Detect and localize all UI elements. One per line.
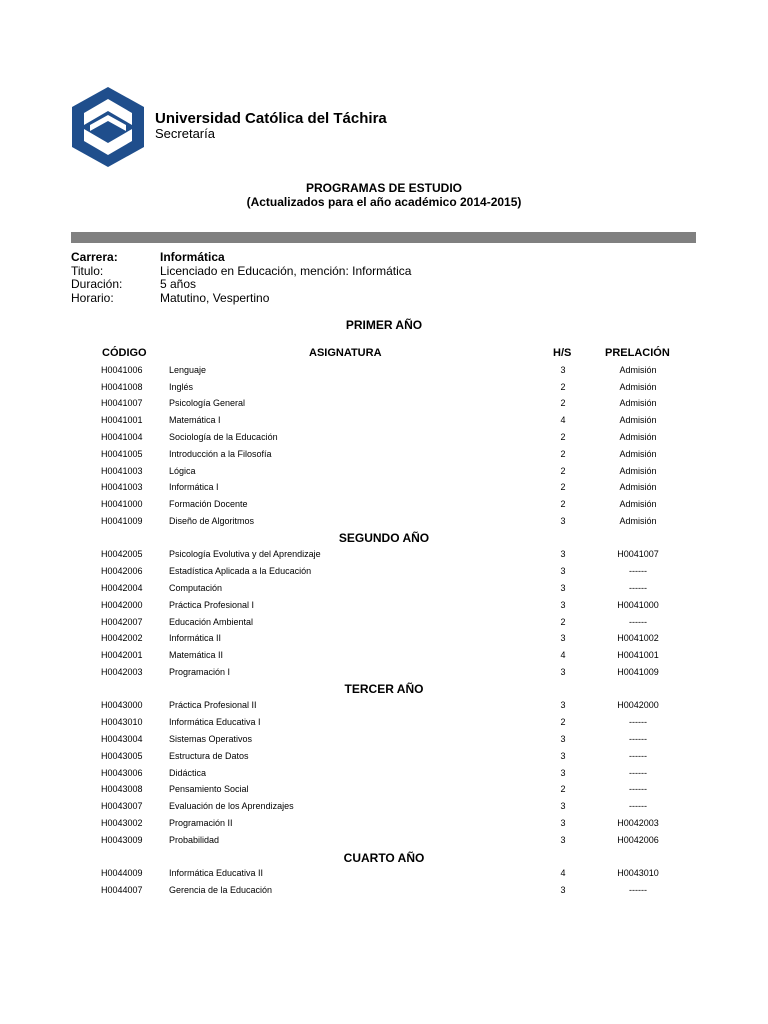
course-code: H0041006 — [101, 365, 143, 375]
course-code: H0042003 — [101, 667, 143, 677]
course-prerequisite: ------ — [629, 784, 647, 794]
table-row — [0, 717, 768, 731]
table-row — [0, 415, 768, 429]
course-prerequisite: ------ — [629, 768, 647, 778]
duration-value: 5 años — [160, 277, 197, 291]
course-name: Pensamiento Social — [169, 784, 249, 794]
course-prerequisite: H0042000 — [617, 700, 659, 710]
course-name: Formación Docente — [169, 499, 248, 509]
course-prerequisite: Admisión — [619, 415, 657, 425]
course-hours: 3 — [560, 818, 566, 828]
course-code: H0042005 — [101, 549, 143, 559]
course-name: Informática Educativa II — [169, 868, 264, 878]
course-code: H0041003 — [101, 482, 143, 492]
course-hours: 3 — [560, 633, 566, 643]
table-row — [0, 868, 768, 882]
table-row — [0, 365, 768, 379]
year-heading-4: CUARTO AÑO — [343, 851, 425, 865]
course-prerequisite: H0041000 — [617, 600, 659, 610]
course-name: Práctica Profesional I — [169, 600, 255, 610]
table-row — [0, 751, 768, 765]
course-prerequisite: ------ — [629, 566, 647, 576]
course-hours: 2 — [560, 382, 566, 392]
table-row — [0, 885, 768, 899]
course-name: Estructura de Datos — [169, 751, 249, 761]
course-name: Psicología Evolutiva y del Aprendizaje — [169, 549, 321, 559]
course-code: H0042002 — [101, 633, 143, 643]
table-row — [0, 818, 768, 832]
course-name: Matemática II — [169, 650, 224, 660]
course-name: Inglés — [169, 382, 194, 392]
course-prerequisite: ------ — [629, 583, 647, 593]
table-row — [0, 449, 768, 463]
course-name: Sociología de la Educación — [169, 432, 278, 442]
course-hours: 3 — [560, 667, 566, 677]
table-row — [0, 583, 768, 597]
course-prerequisite: ------ — [629, 617, 647, 627]
course-code: H0041003 — [101, 466, 143, 476]
course-code: H0041008 — [101, 382, 143, 392]
course-prerequisite: H0041001 — [617, 650, 659, 660]
column-header-hours: H/S — [553, 347, 572, 359]
table-row — [0, 801, 768, 815]
course-code: H0043002 — [101, 818, 143, 828]
course-prerequisite: Admisión — [619, 382, 657, 392]
course-name: Lenguaje — [169, 365, 207, 375]
table-row — [0, 734, 768, 748]
year-heading-2: SEGUNDO AÑO — [338, 531, 430, 545]
course-hours: 3 — [560, 700, 566, 710]
course-name: Diseño de Algoritmos — [169, 516, 255, 526]
course-hours: 2 — [560, 617, 566, 627]
course-code: H0043008 — [101, 784, 143, 794]
section-divider — [71, 232, 696, 243]
course-code: H0042007 — [101, 617, 143, 627]
course-name: Matemática I — [169, 415, 221, 425]
course-hours: 3 — [560, 516, 566, 526]
course-hours: 2 — [560, 449, 566, 459]
course-prerequisite: ------ — [629, 801, 647, 811]
document-subtitle: (Actualizados para el año académico 2014-2015) — [246, 195, 522, 209]
document-title: PROGRAMAS DE ESTUDIO — [305, 181, 462, 195]
university-logo — [70, 85, 146, 169]
course-code: H0042006 — [101, 566, 143, 576]
course-name: Probabilidad — [169, 835, 220, 845]
course-hours: 2 — [560, 466, 566, 476]
course-hours: 2 — [560, 499, 566, 509]
course-hours: 3 — [560, 768, 566, 778]
career-value: Informática — [160, 250, 225, 264]
course-prerequisite: Admisión — [619, 449, 657, 459]
course-hours: 3 — [560, 583, 566, 593]
course-prerequisite: H0041002 — [617, 633, 659, 643]
course-hours: 4 — [560, 415, 566, 425]
degree-value: Licenciado en Educación, mención: Informática — [160, 264, 412, 278]
course-name: Psicología General — [169, 398, 246, 408]
table-row — [0, 499, 768, 513]
course-hours: 2 — [560, 717, 566, 727]
course-prerequisite: H0043010 — [617, 868, 659, 878]
course-prerequisite: Admisión — [619, 516, 657, 526]
table-row — [0, 768, 768, 782]
table-row — [0, 600, 768, 614]
course-code: H0043005 — [101, 751, 143, 761]
course-code: H0044007 — [101, 885, 143, 895]
course-hours: 4 — [560, 868, 566, 878]
course-name: Lógica — [169, 466, 196, 476]
course-code: H0043004 — [101, 734, 143, 744]
course-hours: 3 — [560, 566, 566, 576]
course-hours: 3 — [560, 885, 566, 895]
course-code: H0041009 — [101, 516, 143, 526]
course-hours: 3 — [560, 734, 566, 744]
course-code: H0041001 — [101, 415, 143, 425]
course-code: H0041007 — [101, 398, 143, 408]
course-name: Sistemas Operativos — [169, 734, 253, 744]
year-heading-3: TERCER AÑO — [344, 682, 424, 696]
course-name: Práctica Profesional II — [169, 700, 257, 710]
table-row — [0, 835, 768, 849]
course-hours: 3 — [560, 751, 566, 761]
course-prerequisite: H0041007 — [617, 549, 659, 559]
course-name: Estadística Aplicada a la Educación — [169, 566, 312, 576]
table-row — [0, 398, 768, 412]
course-prerequisite: H0042003 — [617, 818, 659, 828]
table-row — [0, 566, 768, 580]
course-prerequisite: ------ — [629, 734, 647, 744]
table-row — [0, 466, 768, 480]
course-hours: 2 — [560, 784, 566, 794]
course-code: H0041004 — [101, 432, 143, 442]
course-prerequisite: ------ — [629, 885, 647, 895]
table-row — [0, 633, 768, 647]
table-row — [0, 482, 768, 496]
schedule-label: Horario: — [71, 291, 114, 305]
course-name: Informática Educativa I — [169, 717, 261, 727]
course-name: Informática II — [169, 633, 222, 643]
course-name: Programación I — [169, 667, 231, 677]
course-hours: 2 — [560, 432, 566, 442]
course-code: H0044009 — [101, 868, 143, 878]
department-name: Secretaría — [155, 126, 215, 141]
course-hours: 3 — [560, 549, 566, 559]
duration-label: Duración: — [71, 277, 123, 291]
column-header-prerequisite: PRELACIÓN — [605, 347, 670, 359]
course-prerequisite: Admisión — [619, 482, 657, 492]
course-name: Didáctica — [169, 768, 207, 778]
table-row — [0, 700, 768, 714]
table-row — [0, 432, 768, 446]
table-row — [0, 617, 768, 631]
course-name: Informática I — [169, 482, 219, 492]
course-hours: 4 — [560, 650, 566, 660]
course-prerequisite: Admisión — [619, 365, 657, 375]
course-hours: 2 — [560, 398, 566, 408]
table-row — [0, 784, 768, 798]
course-code: H0043009 — [101, 835, 143, 845]
course-code: H0042004 — [101, 583, 143, 593]
schedule-value: Matutino, Vespertino — [160, 291, 270, 305]
course-prerequisite: ------ — [629, 751, 647, 761]
column-header-subject: ASIGNATURA — [309, 347, 382, 359]
column-header-code: CÓDIGO — [102, 347, 147, 359]
table-row — [0, 382, 768, 396]
course-code: H0043010 — [101, 717, 143, 727]
course-hours: 3 — [560, 365, 566, 375]
course-prerequisite: H0041009 — [617, 667, 659, 677]
course-code: H0043000 — [101, 700, 143, 710]
course-prerequisite: H0042006 — [617, 835, 659, 845]
course-name: Introducción a la Filosofía — [169, 449, 272, 459]
table-row — [0, 667, 768, 681]
table-row — [0, 650, 768, 664]
course-hours: 2 — [560, 482, 566, 492]
table-row — [0, 549, 768, 563]
course-hours: 3 — [560, 801, 566, 811]
table-row — [0, 516, 768, 530]
degree-label: Titulo: — [71, 264, 104, 278]
course-hours: 3 — [560, 600, 566, 610]
course-code: H0043006 — [101, 768, 143, 778]
course-prerequisite: Admisión — [619, 499, 657, 509]
course-name: Programación II — [169, 818, 233, 828]
course-name: Gerencia de la Educación — [169, 885, 273, 895]
course-code: H0043007 — [101, 801, 143, 811]
career-label: Carrera: — [71, 250, 118, 264]
course-prerequisite: Admisión — [619, 398, 657, 408]
year-heading-1: PRIMER AÑO — [345, 318, 423, 332]
course-prerequisite: Admisión — [619, 466, 657, 476]
course-prerequisite: Admisión — [619, 432, 657, 442]
course-code: H0042000 — [101, 600, 143, 610]
course-name: Computación — [169, 583, 223, 593]
course-code: H0041005 — [101, 449, 143, 459]
course-code: H0042001 — [101, 650, 143, 660]
university-name: Universidad Católica del Táchira — [155, 110, 387, 127]
course-code: H0041000 — [101, 499, 143, 509]
course-name: Evaluación de los Aprendizajes — [169, 801, 294, 811]
course-hours: 3 — [560, 835, 566, 845]
course-name: Educación Ambiental — [169, 617, 254, 627]
course-prerequisite: ------ — [629, 717, 647, 727]
